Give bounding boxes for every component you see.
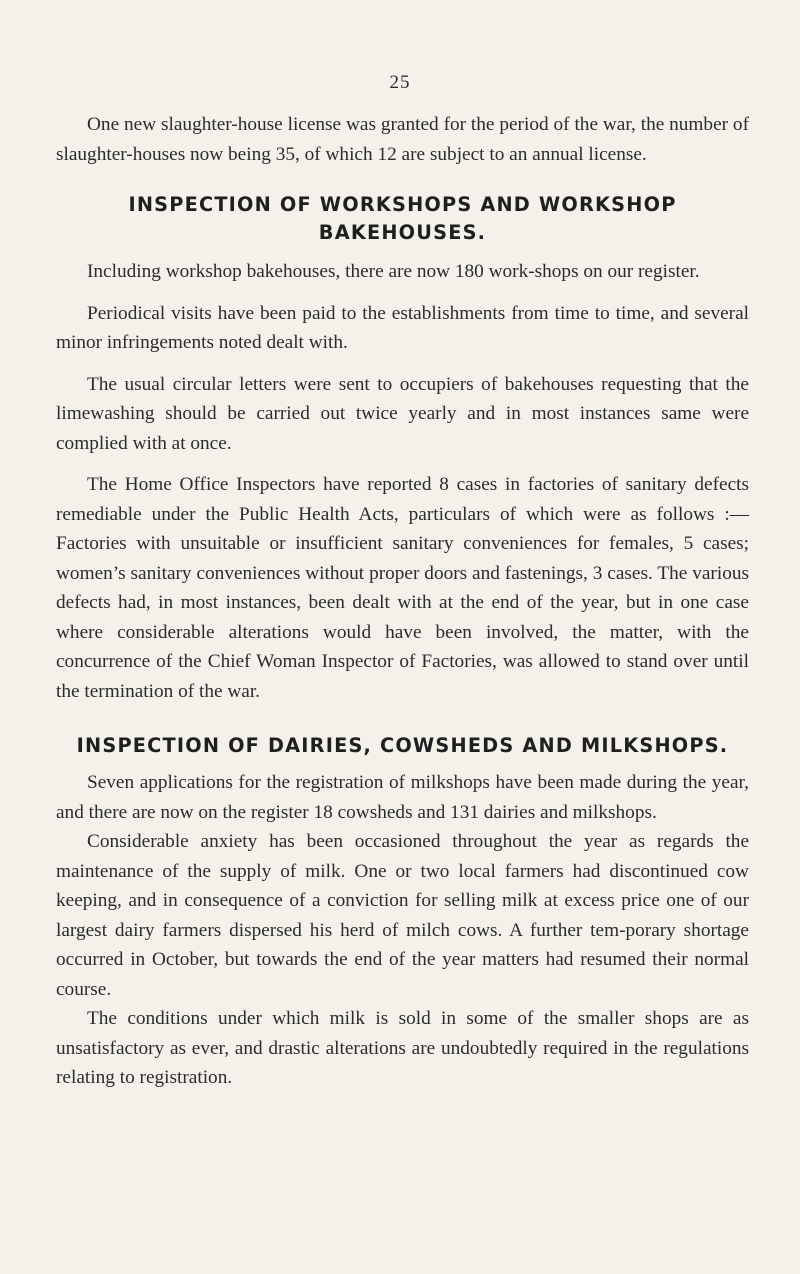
page-number: 25 <box>389 72 411 93</box>
paragraph-milkshop-registration: Seven applications for the registration of milkshops have been made during the year, and there are now on the register 18 cowsheds and 131 dairies and milkshops. <box>56 772 749 823</box>
paragraph-milk-supply: Considerable anxiety has been occasioned throughout the year as regards the maintenance of the supply of milk. One or two local farmers had discontinued cow keeping, and in consequence of a conviction for selling milk at excess price one of our largest dairy farmers dispersed his herd of milch cows. A further tem-porary shortage occurred in October, but towards the end of the year matters had resumed their normal course. <box>56 831 749 1000</box>
heading-workshops: INSPECTION OF WORKSHOPS AND WORKSHOP BAKEHOUSES. <box>128 193 677 244</box>
paragraph-periodical-visits: Periodical visits have been paid to the establishments from time to time, and several minor infringements noted dealt with. <box>56 302 749 353</box>
paragraph-milk-conditions: The conditions under which milk is sold in some of the smaller shops are as unsatisfactory as ever, and drastic alterations are undoubtedly required in the regulations relating to registration. <box>56 1008 749 1088</box>
page-content <box>56 110 749 1093</box>
paragraph-workshop-count: Including workshop bakehouses, there are now 180 work-shops on our register. <box>87 261 700 282</box>
paragraph-home-office: The Home Office Inspectors have reported 8 cases in factories of sanitary defects remediable under the Public Health Acts, particulars of which were as follows :—Factories with unsuitable or insufficient sanitary conveniences for females, 5 cases; women’s sanitary conveniences without proper doors and fastenings, 3 cases. The various defects had, in most instances, been dealt with at the end of the year, but in one case where considerable alterations would have been involved, the matter, with the concurrence of the Chief Woman Inspector of Factories, was allowed to stand over until the termination of the war. <box>56 474 749 702</box>
paragraph-circular-letters: The usual circular letters were sent to occupiers of bakehouses requesting that the limewashing should be carried out twice yearly and in most instances same were complied with at once. <box>56 373 749 454</box>
paragraph-slaughter-house: One new slaughter-house license was granted for the period of the war, the number of slaughter-houses now being 35, of which 12 are subject to an annual license. <box>56 114 749 165</box>
heading-dairies: INSPECTION OF DAIRIES, COWSHEDS AND MILKSHOPS. <box>76 734 729 757</box>
